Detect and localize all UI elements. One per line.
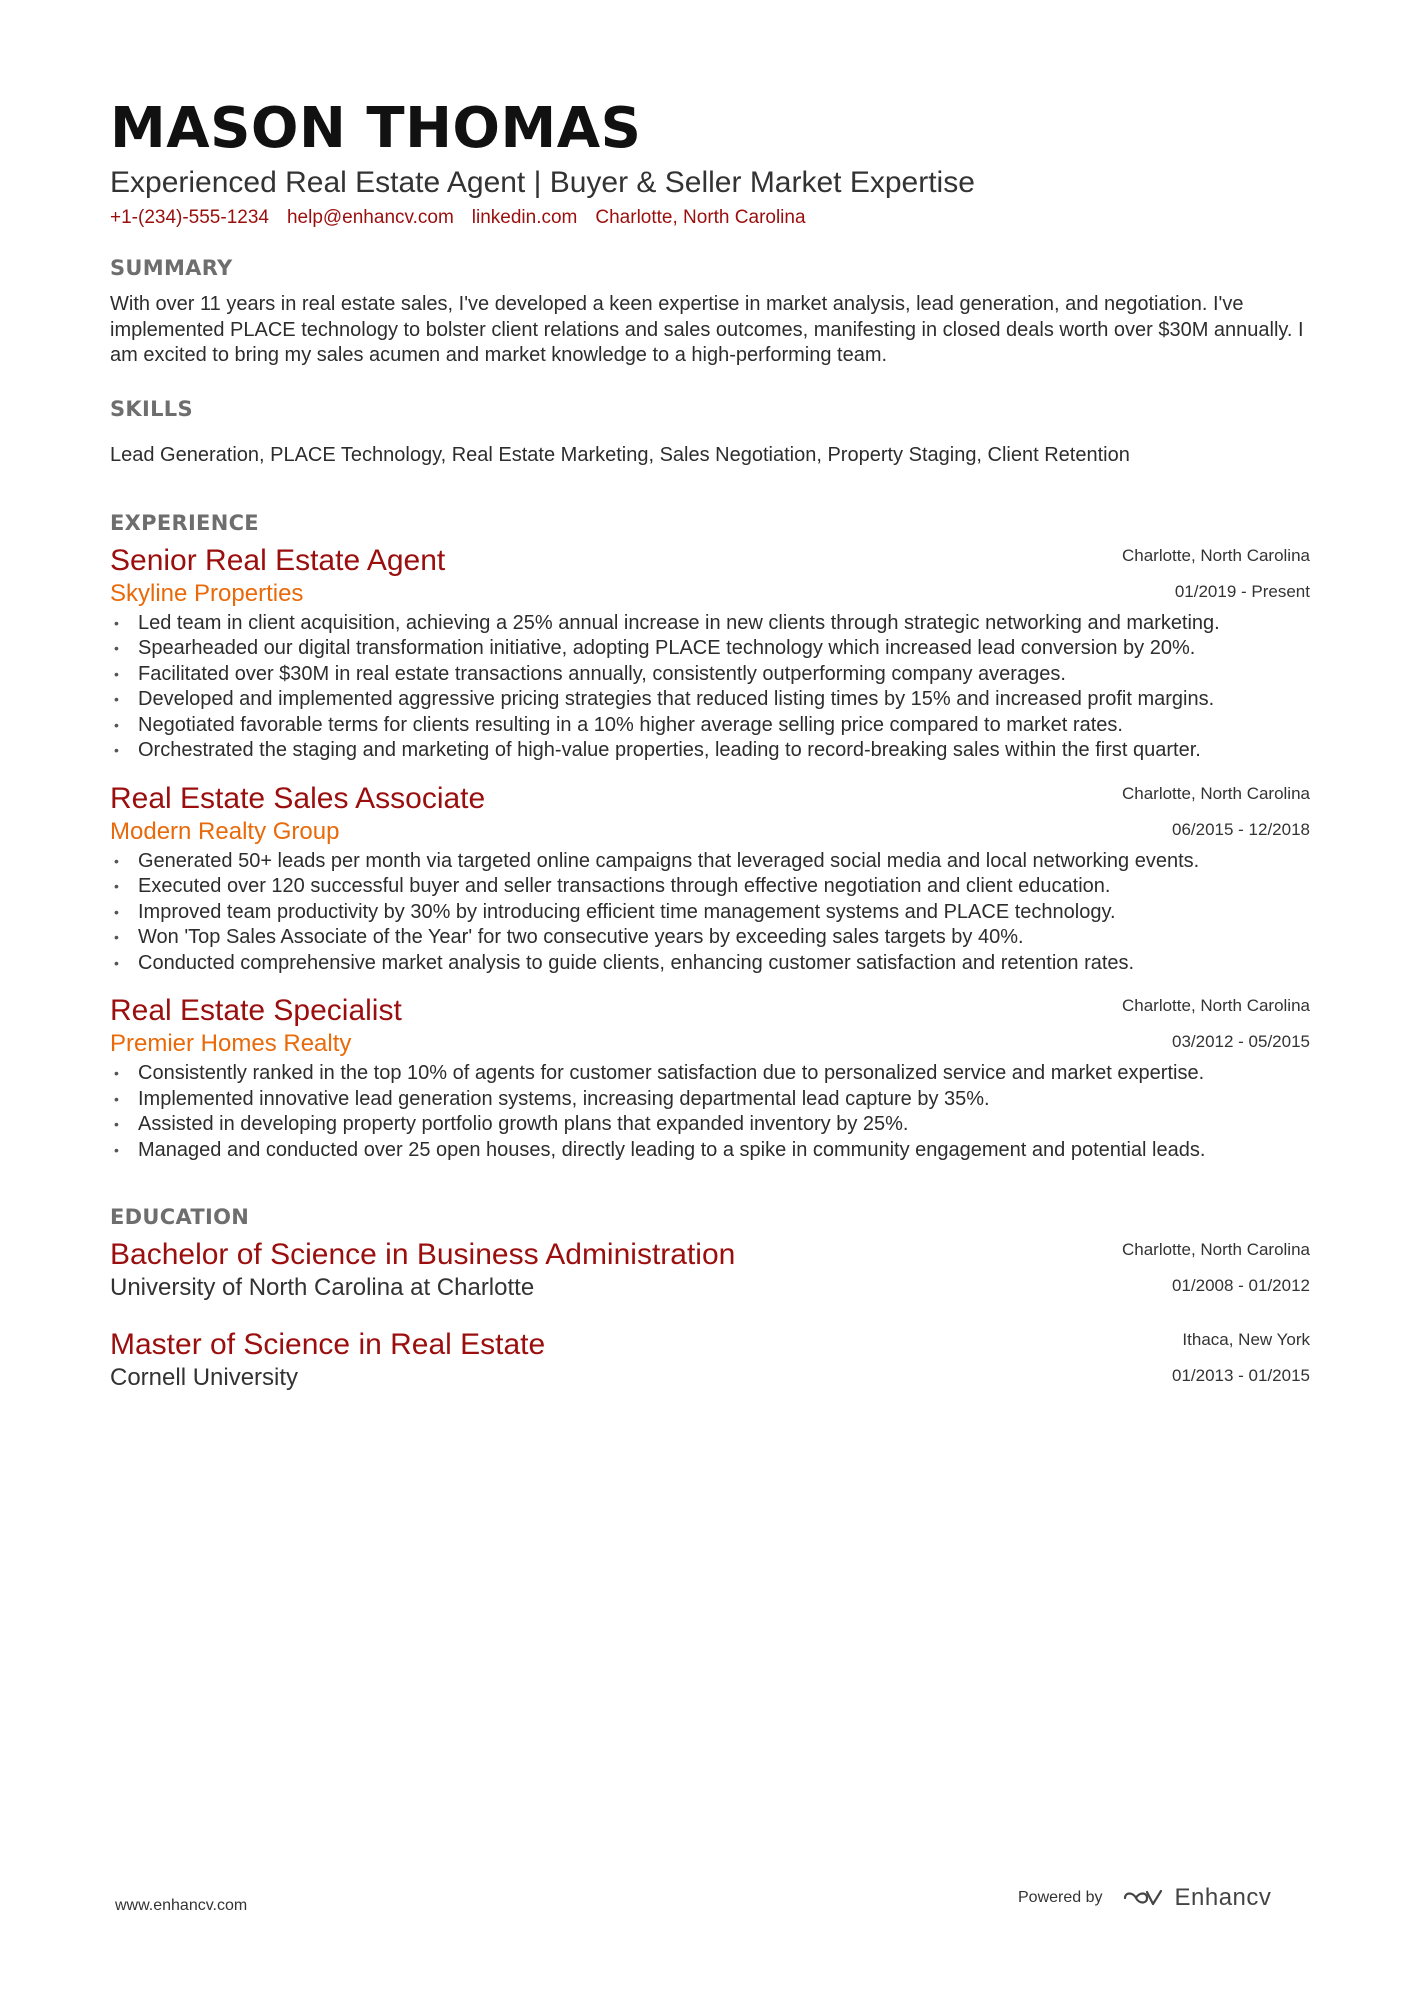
footer-website[interactable]: www.enhancv.com [115,1897,248,1914]
contact-row [110,205,1310,231]
job-location: Charlotte, North Carolina [1121,783,1310,803]
list-item: • Generated 50+ leads per month via targeted online campaigns that leveraged social media and local networking events. [110,849,1308,875]
summary-text: With over 11 years in real estate sales, I've developed a keen expertise in market analysis, lead generation, and negotiation. I've implemented PLACE technology to bolster client relations and sales outcomes, manifesting in closed deals worth over $30M annually. I am excited to bring my sales acumen and market knowledge to a high-performing team. [110,293,1304,366]
contact-email[interactable]: help@enhancv.com [286,207,454,228]
bullet-icon: • [114,614,119,631]
bullet-icon: • [114,691,119,707]
education-location: Ithaca, New York [1182,1330,1310,1349]
brand-name: Enhancv [1174,1884,1272,1911]
experience-header [110,543,1310,609]
degree-title: Master of Science in Real Estate [110,1328,546,1361]
education-header [110,1327,1310,1393]
bullet-icon: • [114,665,119,682]
bullet-icon: • [114,903,119,920]
bullet-icon: • [114,1116,119,1132]
bullet-icon: • [114,929,119,945]
footer-branding [1018,1884,1271,1912]
job-dates: 01/2019 - Present [1174,581,1310,601]
list-item: • Conducted comprehensive market analysis to guide clients, enhancing customer satisfaction and retention rates. [110,951,1308,977]
school-name: University of North Carolina at Charlotte [110,1274,535,1301]
candidate-name: MASON THOMAS [110,96,642,161]
summary-section [110,254,1310,369]
list-item: • Implemented innovative lead generation systems, increasing departmental lead capture by 35%. [110,1087,1308,1113]
education-location: Charlotte, North Carolina [1121,1240,1310,1259]
job-dates: 06/2015 - 12/2018 [1171,819,1310,839]
contact-linkedin[interactable]: linkedin.com [471,207,578,228]
degree-title: Bachelor of Science in Business Administration [110,1238,736,1271]
list-item: • Won 'Top Sales Associate of the Year' for two consecutive years by exceeding sales targets by 40%. [110,925,1308,951]
job-title: Senior Real Estate Agent [110,543,446,577]
list-item: • Consistently ranked in the top 10% of agents for customer satisfaction due to personalized service and market expertise. [110,1061,1308,1087]
skills-section [110,395,1310,468]
education-item [110,1327,1310,1393]
education-dates: 01/2013 - 01/2015 [1171,1366,1310,1385]
job-bullets [110,849,1310,977]
education-title: EDUCATION [110,1205,250,1229]
experience-header [110,993,1310,1059]
education-section [110,1203,1310,1393]
job-location: Charlotte, North Carolina [1121,996,1310,1015]
job-bullets [110,611,1310,764]
education-header [110,1237,1310,1303]
bullet-icon: • [114,852,119,869]
company-name: Modern Realty Group [110,817,340,845]
job-title: Real Estate Sales Associate [110,781,486,815]
candidate-headline: Experienced Real Estate Agent | Buyer & Seller Market Expertise [110,166,975,199]
bullet-icon: • [114,1090,119,1107]
experience-item [110,781,1310,977]
list-item: • Executed over 120 successful buyer and seller transactions through effective negotiation and client education. [110,874,1308,900]
job-dates: 03/2012 - 05/2015 [1171,1032,1310,1051]
education-dates: 01/2008 - 01/2012 [1171,1276,1310,1295]
list-item: • Orchestrated the staging and marketing of high-value properties, leading to record-breaking sales within the first quarter. [110,738,1308,764]
list-item: • Managed and conducted over 25 open houses, directly leading to a spike in community engagement and potential leads. [110,1138,1308,1164]
education-item [110,1237,1310,1303]
company-name: Premier Homes Realty [110,1030,352,1057]
bullet-icon: • [114,954,119,971]
contact-location: Charlotte, North Carolina [595,207,806,228]
bullet-icon: • [114,1065,119,1081]
experience-section [110,509,1310,1164]
resume-page [110,95,1310,1393]
bullet-icon: • [114,1141,119,1158]
bullet-icon: • [114,716,119,733]
company-name: Skyline Properties [110,579,304,607]
list-item: • Led team in client acquisition, achieving a 25% annual increase in new clients through strategic networking and marketing. [110,611,1308,637]
summary-title: SUMMARY [110,256,233,280]
list-item: • Facilitated over $30M in real estate transactions annually, consistently outperforming company averages. [110,662,1308,688]
job-title: Real Estate Specialist [110,994,402,1027]
school-name: Cornell University [110,1364,299,1391]
experience-header [110,781,1310,847]
list-item: • Spearheaded our digital transformation initiative, adopting PLACE technology which increased lead conversion by 20%. [110,636,1308,662]
list-item: • Negotiated favorable terms for clients resulting in a 10% higher average selling price compared to market rates. [110,713,1308,739]
list-item: • Improved team productivity by 30% by introducing efficient time management systems and PLACE technology. [110,900,1308,926]
bullet-icon: • [114,640,119,656]
powered-by-label: Powered by [1018,1889,1103,1906]
enhancv-logo-icon [1121,1887,1165,1909]
bullet-icon: • [114,742,119,758]
list-item: • Assisted in developing property portfolio growth plans that expanded inventory by 25%. [110,1112,1308,1138]
list-item: • Developed and implemented aggressive pricing strategies that reduced listing times by 15% and increased profit margins. [110,687,1308,713]
job-location: Charlotte, North Carolina [1121,545,1310,565]
contact-phone[interactable]: +1-(234)-555-1234 [110,207,269,228]
skills-title: SKILLS [110,396,193,421]
brand-logo[interactable] [1121,1884,1272,1912]
experience-title: EXPERIENCE [110,510,259,535]
job-bullets [110,1061,1310,1163]
experience-item [110,993,1310,1163]
bullet-icon: • [114,878,119,894]
skills-text: Lead Generation, PLACE Technology, Real Estate Marketing, Sales Negotiation, Property Staging, Client Retention [110,443,1130,466]
experience-item [110,543,1310,764]
